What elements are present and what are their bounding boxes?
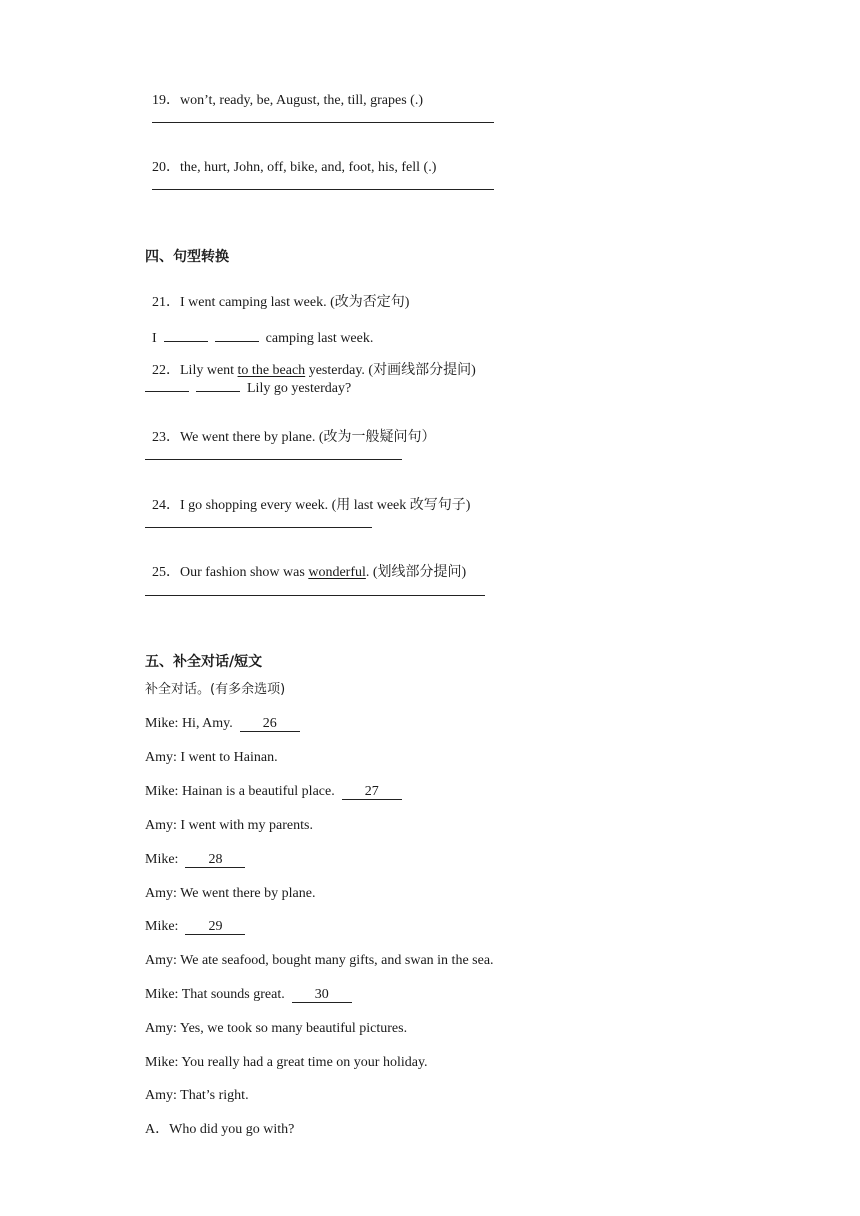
question-19 bbox=[145, 74, 423, 110]
answer-suffix: camping last week. bbox=[265, 331, 374, 346]
dialogue-line bbox=[145, 885, 315, 903]
question-text: We went there by plane. (改为一般疑问句） bbox=[180, 430, 436, 445]
dialogue-text: Amy: I went with my parents. bbox=[145, 818, 313, 833]
question-text: the, hurt, John, off, bike, and, foot, his, fell (.) bbox=[180, 160, 437, 175]
dialogue-blank[interactable]: 26 bbox=[240, 716, 300, 732]
dialogue-blank[interactable]: 27 bbox=[342, 784, 402, 800]
dialogue-blank[interactable]: 29 bbox=[185, 919, 245, 935]
question-text: I go shopping every week. (用 last week 改写句子) bbox=[180, 498, 471, 513]
dialogue-blank[interactable]: 30 bbox=[292, 987, 352, 1003]
answer-line-25[interactable] bbox=[145, 595, 485, 596]
question-number: 20． bbox=[152, 160, 180, 175]
dialogue-text: Amy: I went to Hainan. bbox=[145, 750, 278, 765]
question-20 bbox=[145, 141, 436, 177]
question-text: Our fashion show was bbox=[180, 565, 309, 580]
section-title: 五、补全对话/短文 bbox=[145, 654, 263, 670]
question-text-end: yesterday. (对画线部分提问) bbox=[305, 363, 476, 378]
dialogue-blank[interactable]: 28 bbox=[185, 852, 245, 868]
question-number: 25． bbox=[152, 565, 180, 580]
dialogue-text: Mike: Hainan is a beautiful place. bbox=[145, 784, 339, 799]
question-text: won’t, ready, be, August, the, till, grapes (.) bbox=[180, 93, 424, 108]
dialogue-text: Mike: You really had a great time on your holiday. bbox=[145, 1055, 428, 1070]
answer-prefix: I bbox=[152, 331, 157, 346]
dialogue-line bbox=[145, 851, 245, 869]
dialogue-line bbox=[145, 918, 245, 936]
dialogue-text: Mike: That sounds great. bbox=[145, 987, 289, 1002]
question-23 bbox=[145, 411, 435, 447]
answer-line-20[interactable] bbox=[152, 189, 494, 190]
answer-line-23[interactable] bbox=[145, 459, 402, 460]
answer-line-19[interactable] bbox=[152, 122, 494, 123]
blank-field[interactable] bbox=[196, 378, 240, 392]
question-number: 19． bbox=[152, 93, 180, 108]
answer-suffix: Lily go yesterday? bbox=[247, 381, 352, 396]
dialogue-line bbox=[145, 986, 352, 1004]
dialogue-line bbox=[145, 952, 494, 970]
underlined-phrase: to the beach bbox=[237, 363, 306, 378]
dialogue-text: Amy: We went there by plane. bbox=[145, 886, 316, 901]
dialogue-line bbox=[145, 1020, 407, 1038]
question-text: Lily went bbox=[180, 363, 238, 378]
blank-field[interactable] bbox=[215, 328, 259, 342]
question-text-end: . (划线部分提问) bbox=[365, 565, 467, 580]
question-22 bbox=[145, 344, 476, 380]
question-number: 22． bbox=[152, 363, 180, 378]
dialogue-line bbox=[145, 715, 300, 733]
question-25 bbox=[145, 546, 466, 582]
dialogue-line bbox=[145, 749, 278, 767]
question-number: 21． bbox=[152, 295, 180, 310]
dialogue-line bbox=[145, 817, 313, 835]
option-item bbox=[145, 1121, 294, 1139]
dialogue-text: Mike: Hi, Amy. bbox=[145, 716, 237, 731]
dialogue-text: Amy: That’s right. bbox=[145, 1088, 249, 1103]
answer-22 bbox=[145, 378, 351, 398]
dialogue-line bbox=[145, 1054, 428, 1072]
option-text: Who did you go with? bbox=[169, 1122, 295, 1137]
dialogue-text: Amy: Yes, we took so many beautiful pictures. bbox=[145, 1021, 408, 1036]
answer-line-24[interactable] bbox=[145, 527, 372, 528]
section-title: 四、句型转换 bbox=[145, 249, 229, 265]
dialogue-line bbox=[145, 783, 402, 801]
blank-field[interactable] bbox=[145, 378, 189, 392]
option-label: A． bbox=[145, 1122, 170, 1137]
underlined-phrase: wonderful bbox=[308, 565, 366, 580]
dialogue-text: Amy: We ate seafood, bought many gifts, and swan in the sea. bbox=[145, 953, 494, 968]
dialogue-text: Mike: bbox=[145, 919, 182, 934]
dialogue-line bbox=[145, 1087, 249, 1105]
question-text: I went camping last week. (改为否定句) bbox=[180, 295, 410, 310]
section-instruction: 补全对话。(有多余选项) bbox=[145, 682, 286, 697]
question-number: 24． bbox=[152, 498, 180, 513]
question-21 bbox=[145, 276, 409, 312]
blank-field[interactable] bbox=[164, 328, 208, 342]
answer-21 bbox=[145, 310, 373, 348]
question-24 bbox=[145, 479, 470, 515]
dialogue-text: Mike: bbox=[145, 852, 182, 867]
question-number: 23． bbox=[152, 430, 180, 445]
